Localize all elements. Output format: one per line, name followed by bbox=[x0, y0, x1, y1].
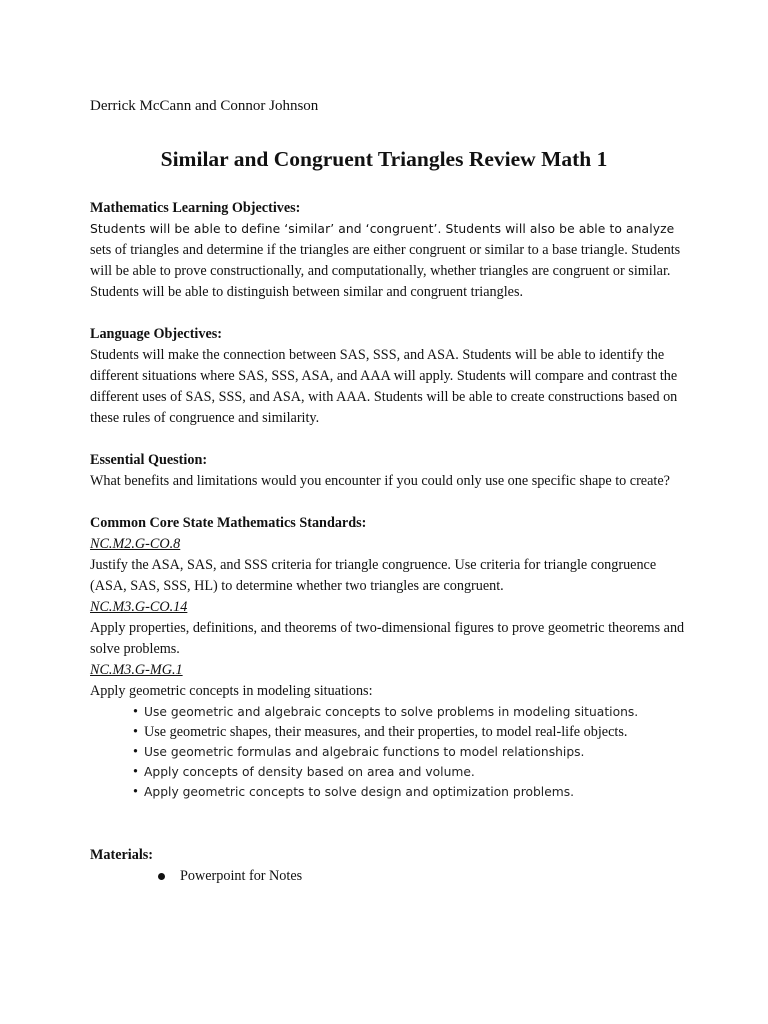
bullet-icon: • bbox=[133, 724, 138, 740]
bullet-text: Apply concepts of density based on area and volume. bbox=[144, 765, 475, 779]
bullet-icon: • bbox=[133, 764, 138, 780]
list-item bbox=[133, 782, 690, 802]
materials-item-text: Powerpoint for Notes bbox=[180, 868, 303, 884]
list-item bbox=[158, 866, 690, 887]
standard-text: Apply geometric concepts in modeling situations: bbox=[90, 683, 373, 699]
bullet-text: Apply geometric concepts to solve design and optimization problems. bbox=[144, 785, 575, 799]
learning-objectives-rest: sets of triangles and determine if the triangles are either congruent or similar to a base triangle. Students will be able to prove constructionally, and computationally, whether triangles are congruent or similar. Students will be able to distinguish between similar and congruent triangles. bbox=[90, 242, 681, 300]
materials-section bbox=[90, 845, 690, 887]
essential-question-text: What benefits and limitations would you encounter if you could only use one specific shape to create? bbox=[90, 473, 670, 489]
standard-bullet-list bbox=[90, 702, 690, 802]
bullet-icon: • bbox=[133, 784, 138, 800]
list-item bbox=[133, 722, 690, 742]
essential-question-section bbox=[90, 450, 690, 492]
essential-question-heading: Essential Question: bbox=[90, 452, 208, 468]
list-item bbox=[133, 742, 690, 762]
learning-objectives-first-line: Students will be able to define ‘similar’ and ‘congruent’. Students will also be able to analyze bbox=[90, 222, 675, 236]
materials-list bbox=[90, 866, 690, 887]
language-objectives-text: Students will make the connection between SAS, SSS, and ASA. Students will be able to identify the different situations where SAS, SSS, ASA, and AAA will apply. Students will compare and contrast the different uses of SAS, SSS, and ASA, with AAA. Students will be able to create constructions based on these rules of congruence and similarity. bbox=[90, 347, 678, 426]
materials-heading: Materials: bbox=[90, 847, 154, 863]
language-objectives-heading: Language Objectives: bbox=[90, 326, 223, 342]
standard-code: NC.M3.G-MG.1 bbox=[90, 662, 183, 678]
bullet-text: Use geometric and algebraic concepts to solve problems in modeling situations. bbox=[144, 705, 639, 719]
authors-line: Derrick McCann and Connor Johnson bbox=[90, 98, 319, 114]
learning-objectives-heading: Mathematics Learning Objectives: bbox=[90, 200, 301, 216]
bullet-icon bbox=[158, 873, 165, 880]
learning-objectives-text bbox=[90, 219, 690, 303]
list-item bbox=[133, 702, 690, 722]
document-body bbox=[90, 198, 690, 887]
bullet-text: Use geometric shapes, their measures, and their properties, to model real-life objects. bbox=[144, 724, 628, 740]
standards-section bbox=[90, 513, 690, 802]
standard-code: NC.M3.G-CO.14 bbox=[90, 599, 188, 615]
standard-text: Justify the ASA, SAS, and SSS criteria for triangle congruence. Use criteria for triangle congruence (ASA, SAS, SSS, HL) to determine whether two triangles are congruent. bbox=[90, 557, 657, 594]
standard-code: NC.M2.G-CO.8 bbox=[90, 536, 181, 552]
standard-text: Apply properties, definitions, and theorems of two-dimensional figures to prove geometric theorems and solve problems. bbox=[90, 620, 685, 657]
list-item bbox=[133, 762, 690, 782]
bullet-text: Use geometric formulas and algebraic functions to model relationships. bbox=[144, 745, 585, 759]
learning-objectives-section bbox=[90, 198, 690, 303]
bullet-icon: • bbox=[133, 704, 138, 720]
standards-heading: Common Core State Mathematics Standards: bbox=[90, 515, 367, 531]
document-title: Similar and Congruent Triangles Review Math 1 bbox=[160, 147, 608, 171]
language-objectives-section bbox=[90, 324, 690, 429]
bullet-icon: • bbox=[133, 744, 138, 760]
